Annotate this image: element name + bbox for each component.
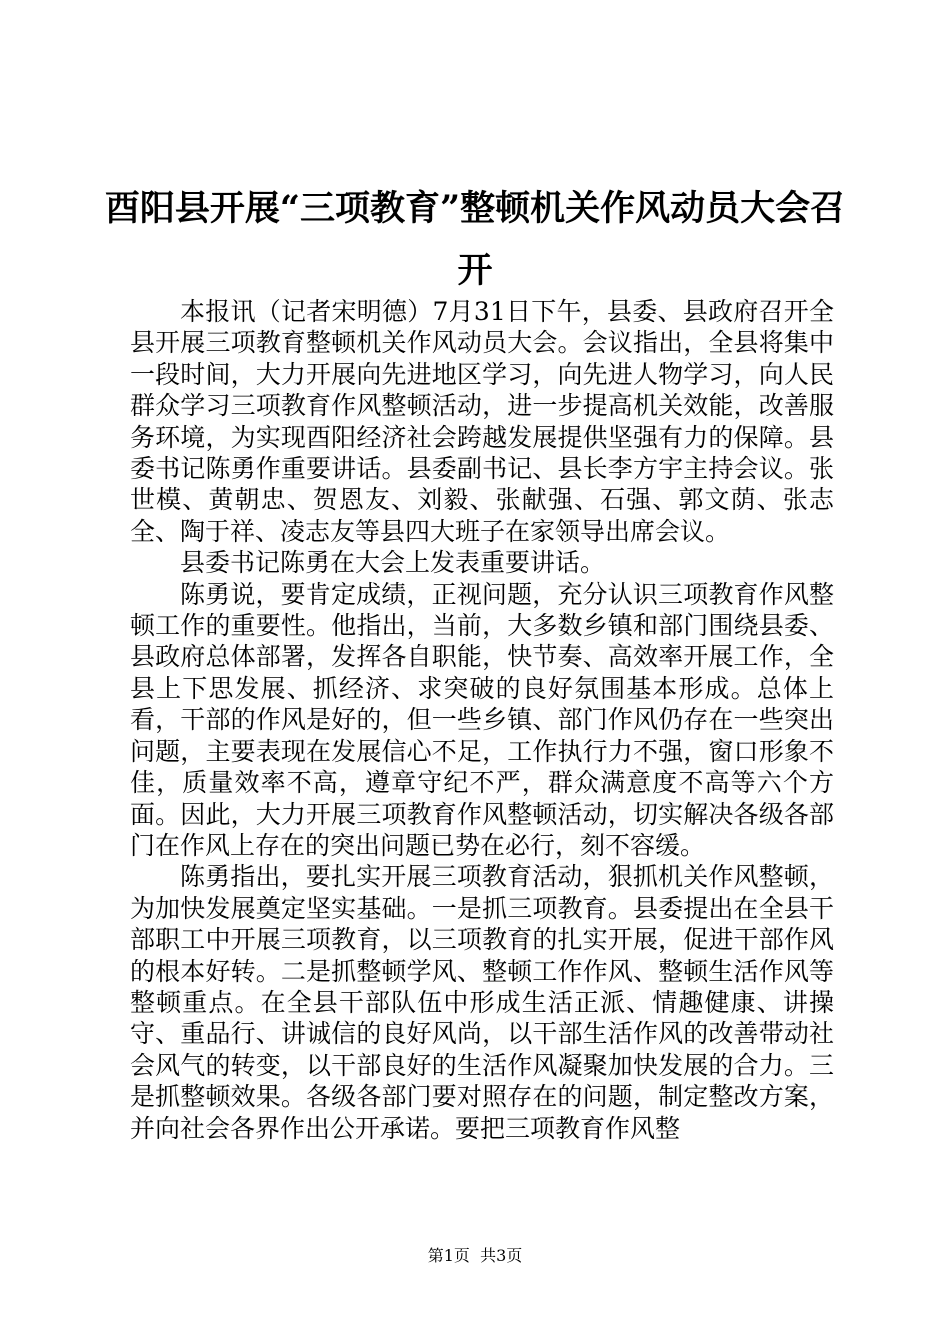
paragraph: 陈勇说，要肯定成绩，正视问题，充分认识三项教育作风整顿工作的重要性。他指出，当前，大多数乡镇和部门围绕县委、县政府总体部署，发挥各自职能，快节奏、高效率开展工作，全县上下思发展、抓经济、求突破的良好氛围基本形成。总体上看，干部的作风是好的，但一些乡镇、部门作风仍存在一些突出问题，主要表现在发展信心不足，工作执行力不强，窗口形象不佳，质量效率不高，遵章守纪不严，群众满意度不高等六个方面。因此，大力开展三项教育作风整顿活动，切实解决各级各部门在作风上存在的突出问题已势在必行，刻不容缓。 (130, 579, 834, 860)
paragraph: 本报讯（记者宋明德）7月31日下午，县委、县政府召开全县开展三项教育整顿机关作风动员大会。会议指出，全县将集中一段时间，大力开展向先进地区学习，向先进人物学习，向人民群众学习三项教育作风整顿活动，进一步提高机关效能，改善服务环境，为实现酉阳经济社会跨越发展提供坚强有力的保障。县委书记陈勇作重要讲话。县委副书记、县长李方宇主持会议。张世模、黄朝忠、贺恩友、刘毅、张献强、石强、郭文荫、张志全、陶于祥、凌志友等县四大班子在家领导出席会议。 (130, 297, 834, 546)
document-title: 酉阳县开展“三项教育”整顿机关作风动员大会召开 (104, 188, 846, 291)
paragraph: 陈勇指出，要扎实开展三项教育活动，狠抓机关作风整顿，为加快发展奠定坚实基础。一是抓三项教育。县委提出在全县干部职工中开展三项教育，以三项教育的扎实开展，促进干部作风的根本好转。二是抓整顿学风、整顿工作作风、整顿生活作风等整顿重点。在全县干部队伍中形成生活正派、情趣健康、讲操守、重品行、讲诚信的良好风尚，以干部生活作风的改善带动社会风气的转变，以干部良好的生活作风凝聚加快发展的合力。三是抓整顿效果。各级各部门要对照存在的问题，制定整改方案，并向社会各界作出公开承诺。要把三项教育作风整 (130, 862, 834, 1143)
document-body (130, 296, 834, 1144)
page-number: 第1页 共3页 (427, 1246, 523, 1265)
page-footer (0, 1246, 950, 1266)
paragraph: 县委书记陈勇在大会上发表重要讲话。 (180, 548, 606, 578)
